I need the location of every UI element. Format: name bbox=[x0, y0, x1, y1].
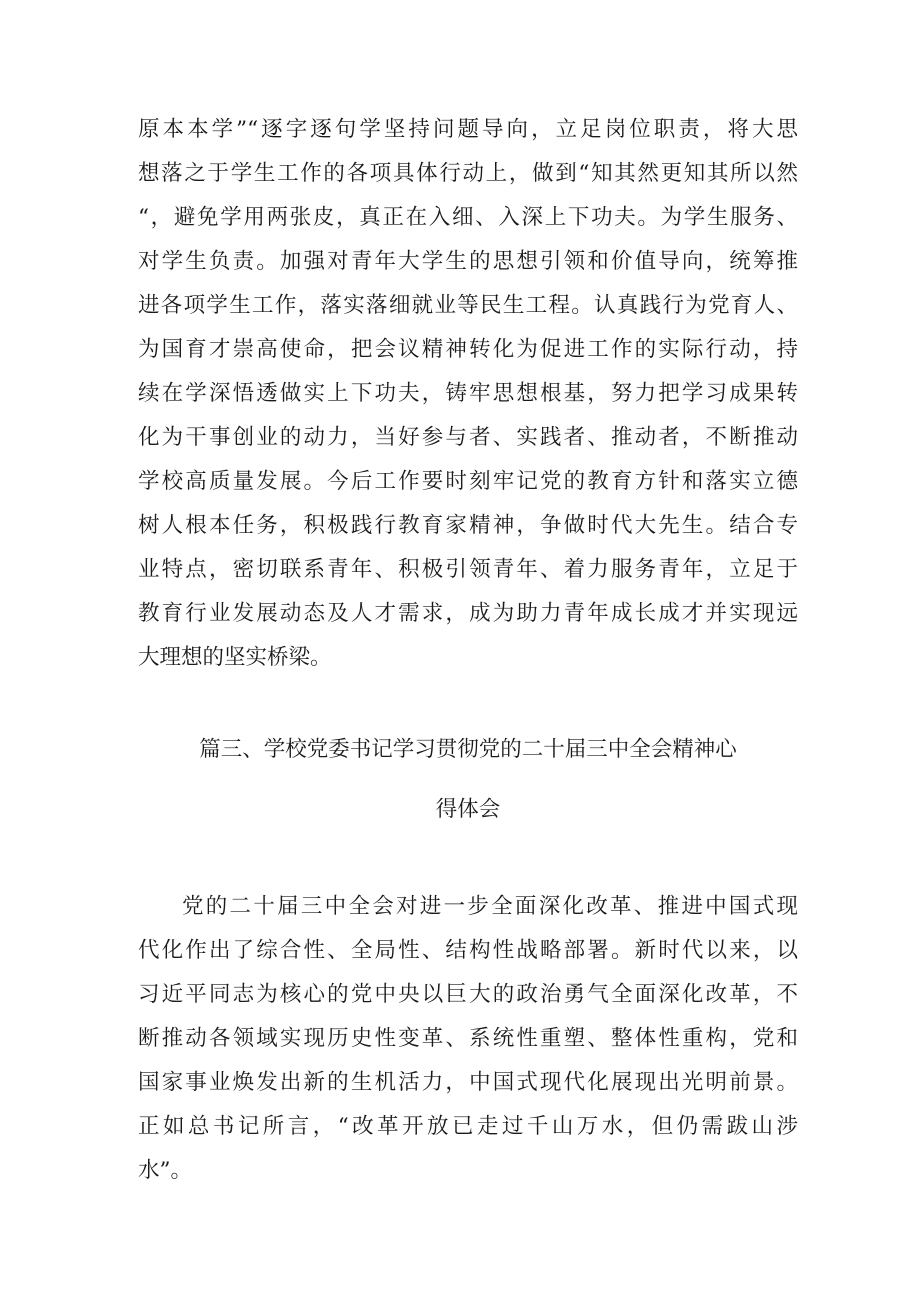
paragraph-line: 化为干事创业的动力，当好参与者、实践者、推动者，不断推动 bbox=[138, 425, 798, 450]
section-heading bbox=[138, 732, 798, 763]
paragraph-line: 原本本学”“逐字逐句学坚持问题导向，立足岗位职责，将大思 bbox=[138, 117, 798, 142]
paragraph-line: “，避免学用两张皮，真正在入细、入深上下功夫。为学生服务、 bbox=[138, 205, 798, 230]
paragraph-line: 习近平同志为核心的党中央以巨大的政治勇气全面深化改革，不 bbox=[138, 982, 798, 1007]
paragraph-line: 对学生负责。加强对青年大学生的思想引领和价值导向，统筹推 bbox=[138, 249, 798, 274]
body-paragraph-1 bbox=[138, 108, 798, 680]
paragraph-line: 断推动各领域实现历史性变革、系统性重塑、整体性重构，党和 bbox=[138, 1026, 798, 1051]
paragraph-line: 学校高质量发展。今后工作要时刻牢记党的教育方针和落实立德 bbox=[138, 469, 798, 494]
paragraph-line: 想落之于学生工作的各项具体行动上，做到“知其然更知其所以然 bbox=[138, 161, 798, 186]
paragraph-line: 续在学深悟透做实上下功夫，铸牢思想根基，努力把学习成果转 bbox=[138, 381, 798, 406]
paragraph-line: 进各项学生工作，落实落细就业等民生工程。认真践行为党育人、 bbox=[138, 293, 798, 318]
section-heading-line-1: 篇三、学校党委书记学习贯彻党的二十届三中全会精神心 bbox=[199, 737, 737, 762]
paragraph-line: 为国育才崇高使命，把会议精神转化为促进工作的实际行动，持 bbox=[138, 337, 798, 362]
paragraph-line: 教育行业发展动态及人才需求，成为助力青年成长成才并实现远 bbox=[138, 601, 798, 626]
paragraph-line: 水”。 bbox=[138, 1158, 192, 1183]
section-heading-continued bbox=[138, 792, 798, 823]
paragraph-line: 党的二十届三中全会对进一步全面深化改革、推进中国式现 bbox=[182, 894, 798, 919]
paragraph-line: 国家事业焕发出新的生机活力，中国式现代化展现出光明前景。 bbox=[138, 1070, 798, 1095]
paragraph-line: 大理想的坚实桥梁。 bbox=[138, 645, 332, 670]
section-heading-line-2: 得体会 bbox=[435, 797, 501, 822]
paragraph-line: 业特点，密切联系青年、积极引领青年、着力服务青年，立足于 bbox=[138, 557, 798, 582]
body-paragraph-2 bbox=[138, 885, 798, 1193]
paragraph-line: 正如总书记所言，“改革开放已走过千山万水，但仍需跋山涉 bbox=[138, 1114, 798, 1139]
paragraph-line: 代化作出了综合性、全局性、结构性战略部署。新时代以来，以 bbox=[138, 938, 798, 963]
paragraph-line: 树人根本任务，积极践行教育家精神，争做时代大先生。结合专 bbox=[138, 513, 798, 538]
